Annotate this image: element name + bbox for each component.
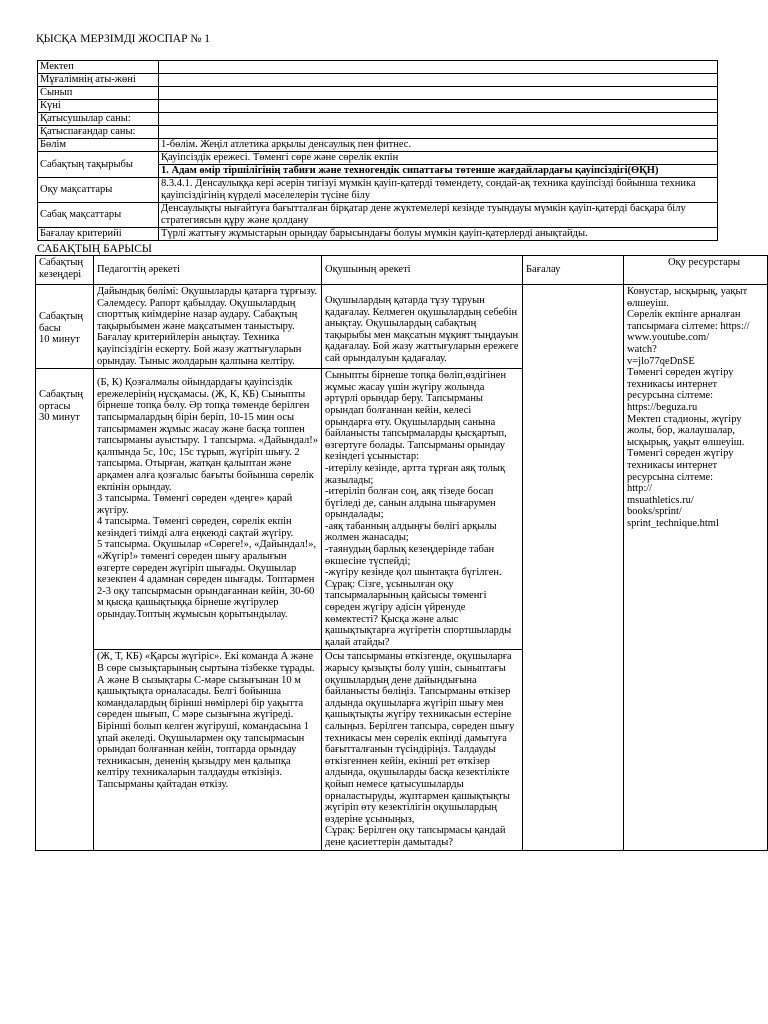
teacher-cell: (Б, К) Қозғалмалы ойындардағы қауіпсіздік ережелерінің нұсқамасы. (Ж, К, КБ) Сыныпты бірнеше топқа бөлу. Әр топқа төменде берілген тапсырмалардың бірін беріп, 10-15 мин осы тапсырмамен жұмыс жасау және басқа топпен тапсырманы ауыстыру. 1 тапсырма. «Дайындал!» қалпында 5с, 10с, 15с тұрып, жүгіріп шығу. 2 тапсырма. Отырған, жатқан қалыптан және арқамен алға қозғалыс бағыты бойынша сөрелік екпінін орындау. 3 тапсырма. Төменгі сөреден «деңге» қарай жүгіру. 4 тапсырма. Төменгі сөреден, сөрелік екпін кезіндегі тиімді алға еңкеюді сақтай жүгіру. 5 тапсырма. Оқушылар «Сөреге!», «Дайындал!», «Жүгір!» төменгі сөреден шығу аралығын өзгерте сөреден жүгіріп шығады. Оқушылар кезекпен 4 адамнан сөреден шығады. Топтармен 2-3 оқу тапсырмасын орындағаннан кейін, 30-60 м қысқа қашықтыққа бірнеше жүгірулер орындау.Топтың жұмысын қорытындылау. <box>94 369 322 650</box>
header-teacher: Педагогтің әрекеті <box>94 256 322 285</box>
info-label: Бағалау критерийі <box>38 228 159 241</box>
info-label: Сынып <box>38 87 159 100</box>
stage-cell: Сабақтың ортасы 30 минут <box>36 369 94 850</box>
student-cell: Сыныпты бірнеше топқа бөліп,өздігінен жұмыс жасау үшін жүгіру жолында әртүрлі орындар беру. Тапсырманы орындап болғаннан кейін, келесі орындарға өту. Оқушылардың санына байланысты тапсырмаларды қысқартып, өзгертуге болады. Тапсырманы орындау кезіндегі ұсыныстар: -итерілу кезінде, артта тұрған аяқ толық жазылады; -итеріліп болған соң, аяқ тізеде босап бүгіледі де, санын алдына шығарумен орындалады; -аяқ табанның алдыңғы бөлігі арқылы жолмен жанасады; -таянудың барлық кезеңдерінде табан өкшесіне түспейді; -жүгіру кезінде қол шынтақта бүгілген. Сұрақ: Сізге, ұсынылған оқу тапсырмаларының қайсысы төменгі сөреден жүгіру әдісін үйренуде көмектесті? Қысқа және алыс қашықтықтарға жүгіретін спортшыларды қалай атайды? <box>322 369 523 650</box>
table-row <box>36 285 768 369</box>
info-label: Сабақтың тақырыбы <box>38 152 159 178</box>
stage-cell: Сабақтың басы 10 минут <box>36 285 94 369</box>
info-row <box>38 126 718 139</box>
info-table <box>37 60 718 241</box>
header-assessment: Бағалау <box>523 256 624 285</box>
student-cell: Осы тапсырманы өткізгенде, оқушыларға жарысу қызықты болу үшін, сыныптағы оқушылардың дене дайындығына байланысты бөліңіз. Тапсырманы өткізер алдында оқушыларға жүгіріп шығу мен қашықтықты жүгіру техникасын естеріне салыңыз. Берілген тапсыра, сөреден шығу техникасы мен сөрелік екпінді дамытуға бағытталғанын түсіндіріңіз. Талдауды өткізгеннен кейін, екінші рет өткізер алдында, оқушыларды басқа кезектілікте қойып немесе қатысушыларды орналастыруды, жұптармен қашықтықты жүгіріп өту кезектілігін оқушылардың өздеріне ұсыныңыз, Сұрақ: Берілген оқу тапсырмасы қандай дене қасиеттерін дамытады? <box>322 650 523 850</box>
info-value <box>159 87 718 100</box>
info-label: Қатыспағандар саны: <box>38 126 159 139</box>
table-header-row <box>36 256 768 285</box>
info-row <box>38 61 718 74</box>
info-value: Түрлі жаттығу жұмыстарын орындау барысындағы болуы мүмкін қауіп-қатерлерді анықтайды. <box>159 228 718 241</box>
info-label: Сабақ мақсаттары <box>38 203 159 228</box>
info-value <box>159 74 718 87</box>
info-label: Қатысушылар саны: <box>38 113 159 126</box>
lesson-flow-table <box>35 255 768 851</box>
header-student: Оқушының әрекеті <box>322 256 523 285</box>
info-label: Күні <box>38 100 159 113</box>
info-value: Денсаулықты нығайтуға бағытталған бірқатар дене жүктемелері кезінде туындауы мүмкін қауіп-қатерді басқара білу стратегиясын құру және қолдану <box>159 203 718 228</box>
info-value <box>159 126 718 139</box>
doc-title: ҚЫСҚА МЕРЗІМДІ ЖОСПАР № 1 <box>36 33 210 45</box>
info-row <box>38 113 718 126</box>
info-row <box>38 228 718 241</box>
info-row <box>38 139 718 152</box>
assessment-cell <box>523 285 624 851</box>
section-title: САБАҚТЫҢ БАРЫСЫ <box>37 243 152 255</box>
info-label: Мектеп <box>38 61 159 74</box>
teacher-cell: (Ж, Т, КБ) «Қарсы жүгіріс». Екі команда А және В сөре сызықтарының сыртына тізбекке тұрады. А және В сызықтары С-мәре сызығынан 10 м қашықтықта орналасады. Белгі бойынша командалардың бірінші нөмірлері бір уақытта сөреден шығып, С мәре сызығына жүгіреді. Бірінші болып келген жүгіруші, командасына 1 ұпай әкеледі. Оқушылармен оқу тапсырмасын орындап болғаннан кейін, топтарда орындау техникасын, дененің қызыдру мен қалыпқа келтіру техникаларын талдауды өткізіңіз. Тапсырманы қайтадан өткізу. <box>94 650 322 850</box>
header-stage: Сабақтың кезеңдері <box>36 256 94 285</box>
info-value-bold: 1. Адам өмір тіршілігінің табиғи және техногендік сипаттағы төтенше жағдайлардағы қауіпсіздігі(ӨҚН) <box>159 165 718 178</box>
header-resources: Оқу ресурстары <box>624 256 768 285</box>
info-row <box>38 203 718 228</box>
info-value <box>159 61 718 74</box>
info-value: Қауіпсіздік ережесі. Төменгі сөре және сөрелік екпін <box>159 152 718 165</box>
student-cell: Оқушылардың қатарда тұзу тұруын қадағалау. Келмеген оқушылардың себебін анықтау. Оқушылардың сабақтың тақырыбы мен мақсатын мұқият тыңдауын қадағалау. Бой жазу жаттығуларын ережеге сай орындалуын қадағалау. <box>322 285 523 369</box>
info-label: Оқу мақсаттары <box>38 178 159 203</box>
info-label: Мұғалімнің аты-жөні <box>38 74 159 87</box>
info-row <box>38 100 718 113</box>
info-row <box>38 152 718 165</box>
info-value <box>159 100 718 113</box>
info-row <box>38 87 718 100</box>
info-value: 1-бөлім. Жеңіл атлетика арқылы денсаулық пен фитнес. <box>159 139 718 152</box>
info-value <box>159 113 718 126</box>
info-row <box>38 74 718 87</box>
info-label: Бөлім <box>38 139 159 152</box>
info-value: 8.3.4.1. Денсаулыққа кері әсерін тигізуі мүмкін қауіп-қатерді төмендету, сондай-ақ техника қауіпсізді бойынша техника қауіпсіздігінің күрделі мәселелерін түсіне білу <box>159 178 718 203</box>
info-row <box>38 178 718 203</box>
resources-cell: Конустар, ысқырық, уақыт өлшеуіш. Сөрелік екпінге арналған тапсырмаға сілтеме: https:// www.youtube.com/ watch? v=jlo77qeDnSE Төменгі сөреден жүгіру техникасы интернет ресурсына сілтеме: https://beguza.ru Мектеп стадионы, жүгіру жолы, бор, жалаушалар, ысқырық, уақыт өлшеуіш. Төменгі сөреден жүгіру техникасы интернет ресурсына сілтеме: http:// msuathletics.ru/ books/sprint/ sprint_technique.html <box>624 285 768 851</box>
teacher-cell: Дайындық бөлімі: Оқушыларды қатарға тұрғызу. Сәлемдесу. Рапорт қабылдау. Оқушылардың спорттық киімдеріне назар аудару. Сабақтың тақырыбымен және мақсатымен таныстыру. Бағалау критерийлерін анықтау. Техника қауіпсіздігін ескерту. Бой жазу жаттығуларын орындау. Тыныс жолдарын қалпына келтіру. <box>94 285 322 369</box>
